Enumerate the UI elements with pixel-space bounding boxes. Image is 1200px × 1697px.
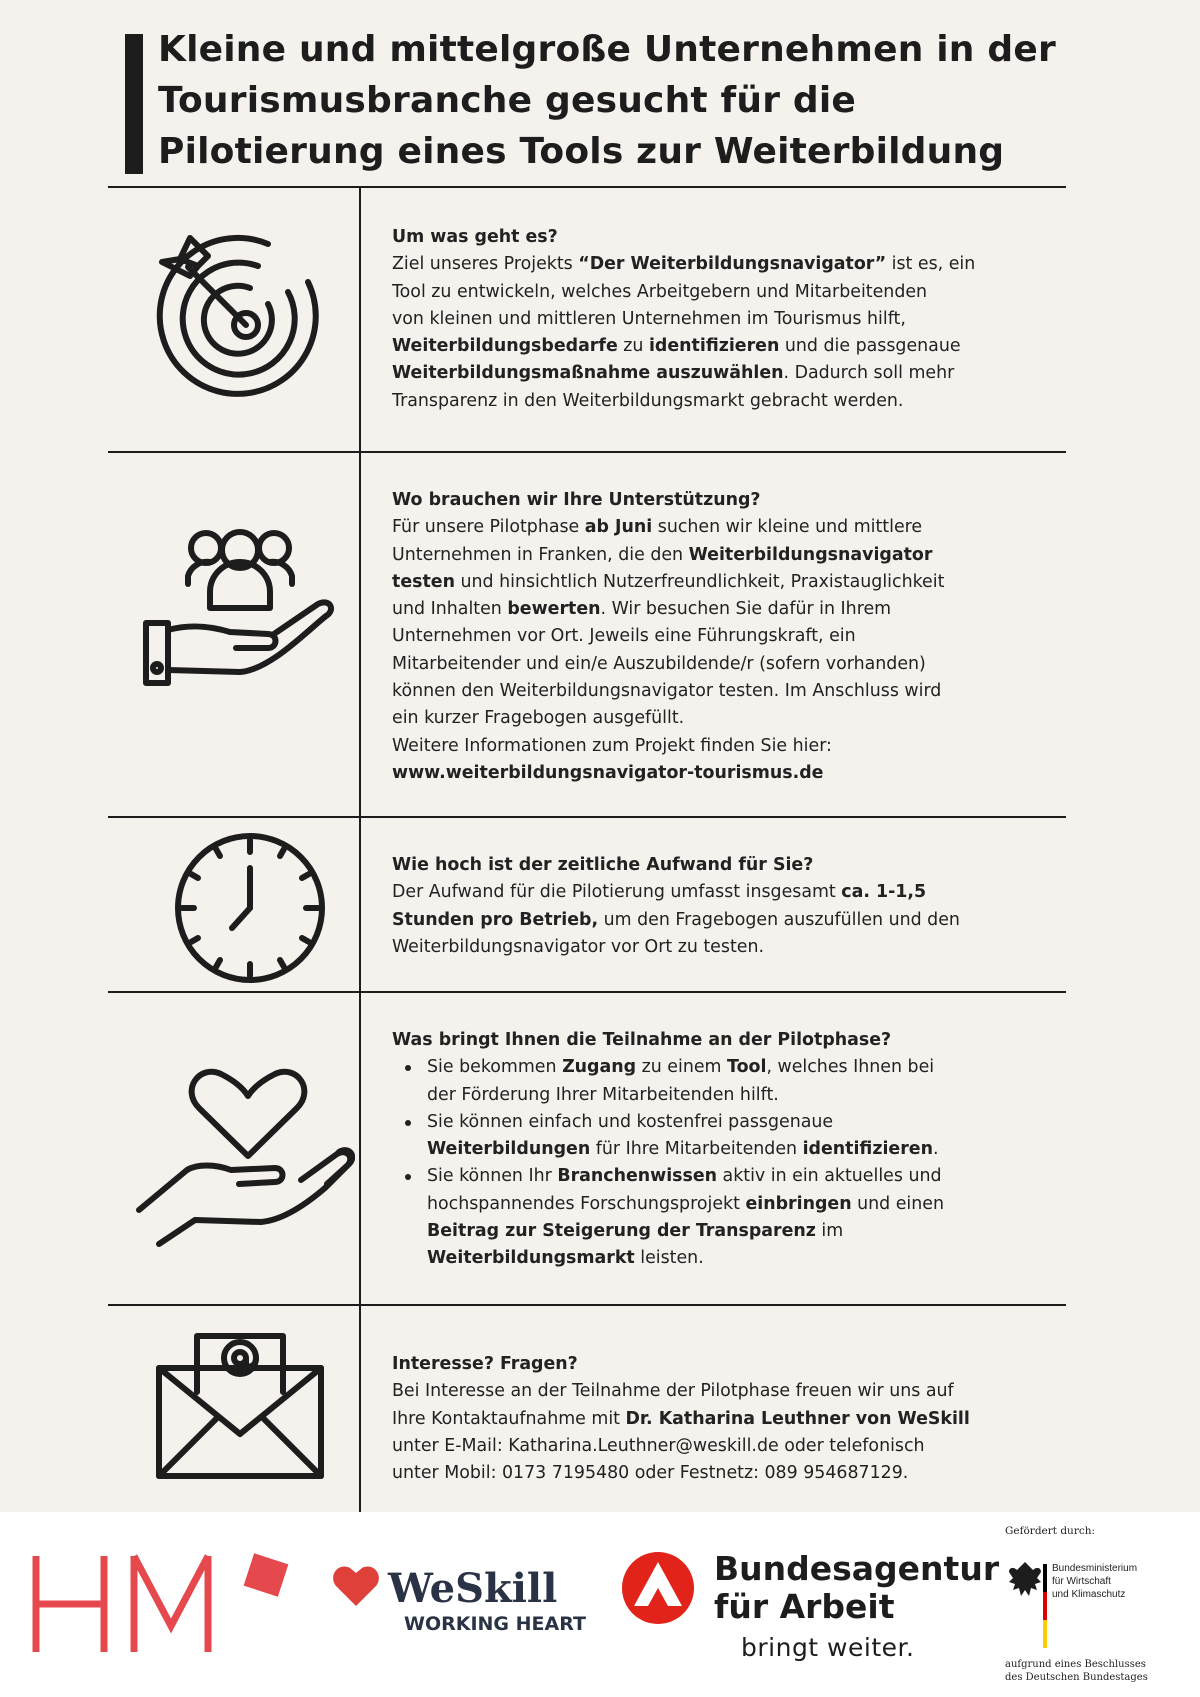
paragraph-line: von kleinen und mittleren Unternehmen im Tourismus hilft, bbox=[392, 308, 906, 329]
list-item: Sie können Ihr Branchenwissen aktiv in ein aktuelles und hochspannendes Forschungsprojekt einbringen und einen Beitrag zur Steigerung der Transparenz im Weiterbildungsmarkt leisten. bbox=[392, 1163, 1057, 1272]
paragraph-line: Mitarbeitender und ein/e Auszubildende/r (sofern vorhanden) bbox=[392, 653, 926, 674]
section-contact bbox=[392, 1351, 1057, 1487]
paragraph-line: Unternehmen vor Ort. Jeweils eine Führungskraft, ein bbox=[392, 626, 856, 647]
target-icon bbox=[150, 222, 340, 412]
paragraph-line: Bei Interesse an der Teilnahme der Pilotphase freuen wir uns auf bbox=[392, 1381, 954, 1402]
paragraph-line: ein kurzer Fragebogen ausgefüllt. bbox=[392, 708, 685, 729]
paragraph-line: Transparenz in den Weiterbildungsmarkt gebracht werden. bbox=[392, 390, 904, 411]
paragraph-line: Weiterbildungsmaßnahme auszuwählen. Dadurch soll mehr bbox=[392, 363, 955, 384]
paragraph-line: Für unsere Pilotphase ab Juni suchen wir kleine und mittlere bbox=[392, 517, 923, 538]
bundestag-resolution-note: aufgrund eines Beschlusses des Deutschen Bundestages bbox=[1005, 1659, 1148, 1683]
paragraph-line: Der Aufwand für die Pilotierung umfasst insgesamt ca. 1-1,5 bbox=[392, 882, 927, 903]
paragraph-line: Ihre Kontaktaufnahme mit Dr. Katharina Leuthner von WeSkill bbox=[392, 1408, 970, 1429]
heart-in-hand-icon bbox=[135, 1060, 355, 1260]
section-heading: Wie hoch ist der zeitliche Aufwand für Sie? bbox=[392, 855, 814, 875]
weskill-logo bbox=[330, 1558, 590, 1642]
paragraph-line: Stunden pro Betrieb, um den Fragebogen auszufüllen und den bbox=[392, 909, 960, 930]
list-item: Sie können einfach und kostenfrei passgenaue Weiterbildungen für Ihre Mitarbeitenden identifizieren. bbox=[392, 1109, 1057, 1164]
list-item: Sie bekommen Zugang zu einem Tool, welches Ihnen bei der Förderung Ihrer Mitarbeitenden hilft. bbox=[392, 1054, 1057, 1109]
people-in-hand-icon bbox=[140, 520, 340, 690]
ba-logo-icon bbox=[620, 1550, 696, 1630]
clock-icon bbox=[170, 828, 330, 988]
section-heading: Was bringt Ihnen die Teilnahme an der Pilotphase? bbox=[392, 1030, 892, 1050]
paragraph-line: Weiterbildungsnavigator vor Ort zu testen. bbox=[392, 936, 765, 957]
section-support bbox=[392, 487, 1057, 787]
divider bbox=[108, 451, 1066, 453]
column-divider bbox=[359, 188, 361, 1512]
paragraph-line: unter Mobil: 0173 7195480 oder Festnetz: 089 954687129. bbox=[392, 1463, 909, 1484]
section-heading: Wo brauchen wir Ihre Unterstützung? bbox=[392, 490, 761, 510]
email-envelope-icon bbox=[155, 1330, 325, 1480]
paragraph-line: Ziel unseres Projekts “Der Weiterbildungsnavigator” ist es, ein bbox=[392, 254, 976, 275]
title-line: Kleine und mittelgroße Unternehmen in der bbox=[158, 29, 1056, 70]
svg-text:WeSkill: WeSkill bbox=[388, 1565, 558, 1612]
ba-tagline: bringt weiter. bbox=[741, 1633, 915, 1662]
ministry-name: Bundesministerium für Wirtschaft und Klimaschutz bbox=[1052, 1563, 1138, 1600]
divider bbox=[108, 991, 1066, 993]
title-accent-bar bbox=[125, 34, 143, 174]
section-goal bbox=[392, 224, 1057, 415]
title-line: Tourismusbranche gesucht für die bbox=[158, 80, 857, 121]
section-time bbox=[392, 852, 1057, 961]
paragraph-line: unter E-Mail: Katharina.Leuthner@weskill.de oder telefonisch bbox=[392, 1435, 925, 1456]
section-heading: Interesse? Fragen? bbox=[392, 1354, 578, 1374]
divider bbox=[108, 1304, 1066, 1306]
funded-by-label: Gefördert durch: bbox=[1005, 1525, 1096, 1537]
divider-top bbox=[108, 186, 1066, 188]
paragraph-line: Unternehmen in Franken, die den Weiterbildungsnavigator bbox=[392, 544, 933, 565]
benefit-list bbox=[392, 1054, 1057, 1272]
page-title bbox=[158, 24, 1098, 177]
paragraph-line: Weiterbildungsbedarfe zu identifizieren und die passgenaue bbox=[392, 336, 961, 357]
paragraph-line: können den Weiterbildungsnavigator testen. Im Anschluss wird bbox=[392, 681, 942, 702]
paragraph-line: und Inhalten bewerten. Wir besuchen Sie dafür in Ihrem bbox=[392, 599, 892, 620]
paragraph-line: testen und hinsichtlich Nutzerfreundlichkeit, Praxistauglichkeit bbox=[392, 571, 945, 592]
ba-name: Bundesagentur für Arbeit bbox=[714, 1549, 1000, 1626]
section-heading: Um was geht es? bbox=[392, 227, 558, 247]
divider bbox=[108, 816, 1066, 818]
project-website-link[interactable]: www.weiterbildungsnavigator-tourismus.de bbox=[392, 762, 824, 783]
paragraph-line: Weitere Informationen zum Projekt finden Sie hier: bbox=[392, 735, 832, 756]
title-line: Pilotierung eines Tools zur Weiterbildung bbox=[158, 131, 1005, 172]
federal-eagle-icon bbox=[1005, 1556, 1047, 1656]
svg-text:WORKING HEART: WORKING HEART bbox=[404, 1613, 586, 1635]
paragraph-line: Tool zu entwickeln, welches Arbeitgebern und Mitarbeitenden bbox=[392, 281, 928, 302]
hm-logo bbox=[30, 1548, 300, 1662]
section-benefits bbox=[392, 1027, 1057, 1273]
